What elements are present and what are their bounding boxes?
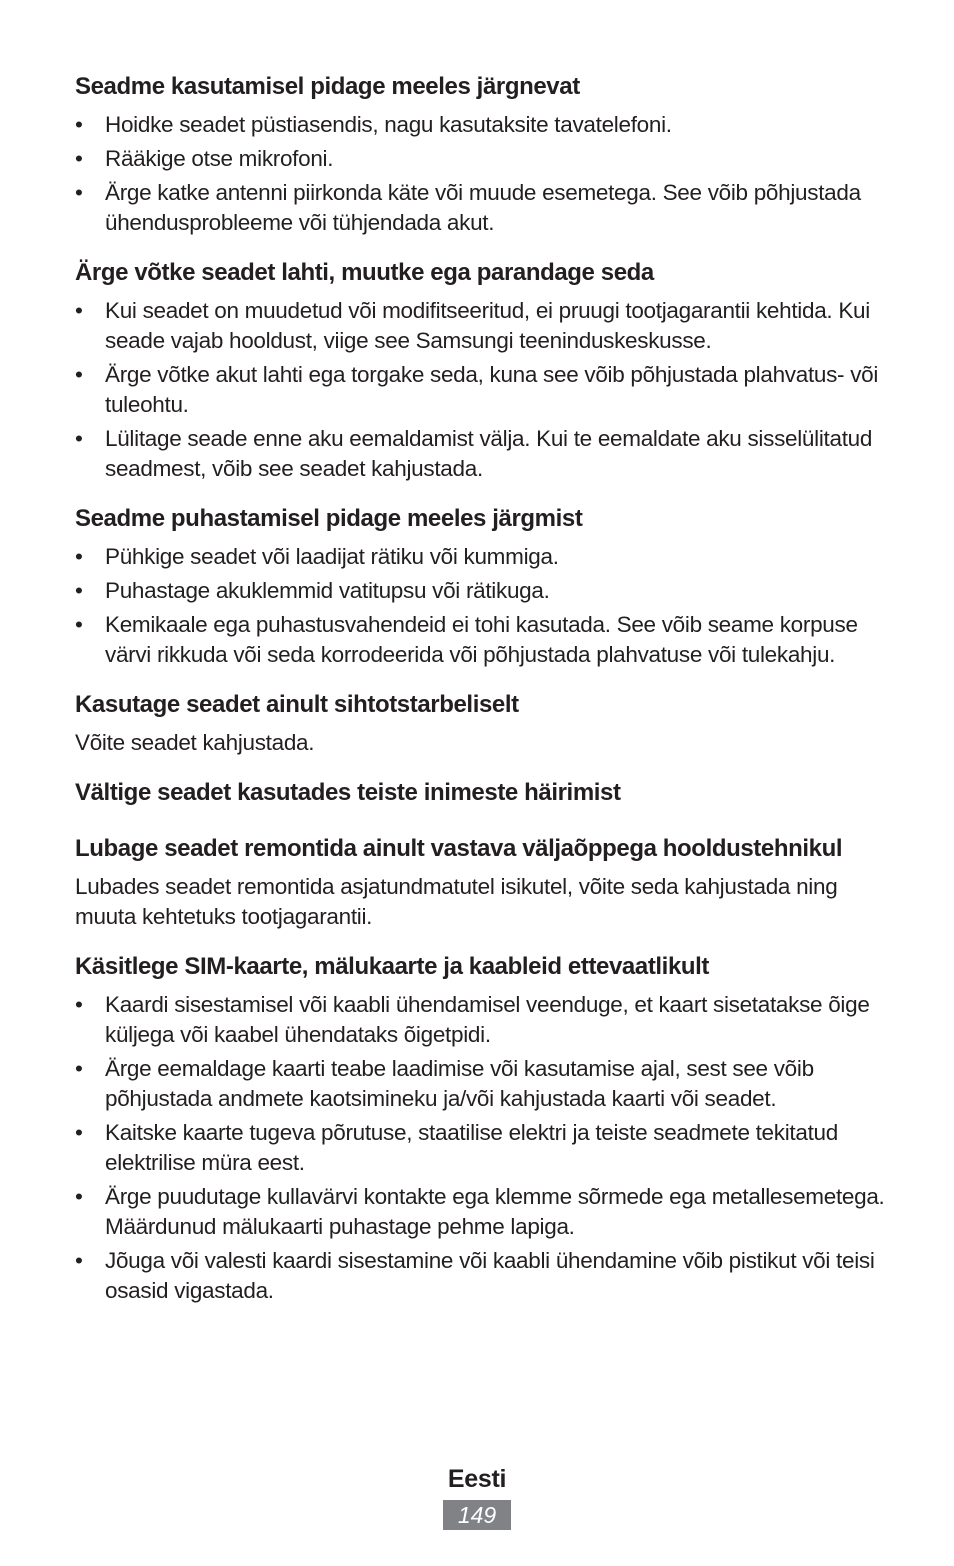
list-item: • Pühkige seadet või laadijat rätiku või kummiga. — [75, 542, 885, 572]
list-item: • Kaitske kaarte tugeva põrutuse, staatilise elektri ja teiste seadmete tekitatud elektrilise müra eest. — [75, 1118, 885, 1178]
section-disturbing-others — [75, 776, 885, 810]
section-heading: Käsitlege SIM-kaarte, mälukaarte ja kaableid ettevaatlikult — [75, 953, 710, 980]
list-item: • Kui seadet on muudetud või modifitseeritud, ei pruugi tootjagarantii kehtida. Kui seade vajab hooldust, viige see Samsungi teeninduskeskusse. — [75, 296, 885, 356]
section-cleaning — [75, 502, 885, 670]
section-usage — [75, 70, 885, 238]
section-body: Võite seadet kahjustada. — [75, 730, 315, 755]
list-item: • Kemikaale ega puhastusvahendeid ei tohi kasutada. See võib seame korpuse värvi rikkuda või seda korrodeerida või põhjustada plahvatuse või tulekahju. — [75, 610, 885, 670]
list-item: • Jõuga või valesti kaardi sisestamine või kaabli ühendamine võib pistikut või teisi osasid vigastada. — [75, 1246, 885, 1306]
bullet-list — [75, 110, 885, 238]
section-heading: Lubage seadet remontida ainult vastava väljaõppega hooldustehnikul — [75, 835, 843, 862]
list-item: • Ärge puudutage kullavärvi kontakte ega klemme sõrmede ega metallesemetega. Määrdunud mälukaarti puhastage pehme lapiga. — [75, 1182, 885, 1242]
section-cards-cables — [75, 950, 885, 1306]
section-heading: Vältige seadet kasutades teiste inimeste häirimist — [75, 779, 621, 806]
section-heading: Seadme kasutamisel pidage meeles järgnevat — [75, 73, 580, 100]
list-item: • Ärge võtke akut lahti ega torgake seda, kuna see võib põhjustada plahvatus- või tuleohtu. — [75, 360, 885, 420]
list-item: • Ärge katke antenni piirkonda käte või muude esemetega. See võib põhjustada ühendusprobleeme või tühjendada akut. — [75, 178, 885, 238]
list-item: • Puhastage akuklemmid vatitupsu või rätikuga. — [75, 576, 885, 606]
section-intended-use — [75, 688, 885, 758]
bullet-list — [75, 542, 885, 670]
list-item: • Lülitage seade enne aku eemaldamist välja. Kui te eemaldate aku sisselülitatud seadmest, võib see seadet kahjustada. — [75, 424, 885, 484]
page-footer — [0, 1462, 954, 1530]
bullet-list — [75, 990, 885, 1306]
section-heading: Kasutage seadet ainult sihtotstarbeliselt — [75, 691, 519, 718]
document-content — [75, 70, 885, 1310]
list-item: • Ärge eemaldage kaarti teabe laadimise või kasutamise ajal, sest see võib põhjustada andmete kaotsimineku ja/või kahjustada kaarti või seadet. — [75, 1054, 885, 1114]
bullet-list — [75, 296, 885, 484]
section-disassembly — [75, 256, 885, 484]
section-heading: Seadme puhastamisel pidage meeles järgmist — [75, 505, 583, 532]
list-item: • Hoidke seadet püstiasendis, nagu kasutaksite tavatelefoni. — [75, 110, 885, 140]
list-item: • Rääkige otse mikrofoni. — [75, 144, 885, 174]
list-item: • Kaardi sisestamisel või kaabli ühendamisel veenduge, et kaart sisetatakse õige küljega või kaabel ühendataks õigetpidi. — [75, 990, 885, 1050]
page-number: 149 — [443, 1500, 511, 1530]
section-repair — [75, 832, 885, 932]
footer-language: Eesti — [447, 1465, 507, 1493]
section-body: Lubades seadet remontida asjatundmatutel isikutel, võite seda kahjustada ning muuta kehtetuks tootjagarantii. — [75, 874, 838, 929]
section-heading: Ärge võtke seadet lahti, muutke ega parandage seda — [75, 259, 654, 286]
